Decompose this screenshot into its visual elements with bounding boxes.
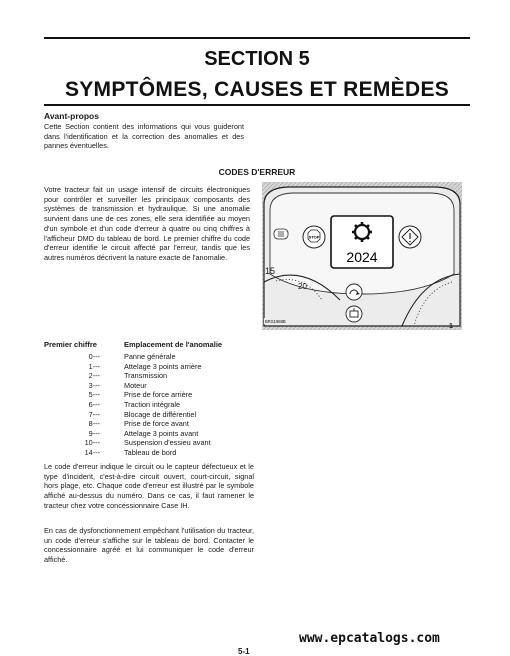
error-code-prefix: 1--- [88,361,100,371]
notes-paragraph-1: Le code d'erreur indique le circuit ou le capteur défectueux et le type d'incident, c'est-à-dire circuit ouvert, court-circuit, signal hors plage, etc. Chaque code d'erreur est illustré par le symbole affiché au-dessus du numéro. Dans ce cas, il faut ramener le tracteur chez votre concessionnaire Case IH. [44,462,254,510]
table-row [44,448,294,458]
table-row [44,410,294,420]
gauge-mark-mid: 20 [298,282,307,291]
stop-lamp-label: STOP [308,234,320,240]
error-location: Prise de force arrière [124,390,193,400]
error-location: Attelage 3 points arrière [124,361,202,371]
error-codes-intro: Votre tracteur fait un usage intensif de circuits électroniques pour contrôler et surveiller les principaux composants des systèmes de transmission et hydraulique. Si une anomalie survient dans une de ces zones, elle sera identifiée au moyen d'un symbole et d'un code d'erreur à quatre ou cinq chiffres à l'afficheur DMD du tableau de bord. Le premier chiffre du code d'erreur identifie le circuit affecté par l'erreur, tandis que les autres numéros décrivent la nature exacte de l'anomalie. [44,185,250,262]
error-location: Panne générale [124,352,176,361]
table-row [44,400,294,410]
watermark: www.epcatalogs.com [299,631,440,646]
error-location: Suspension d'essieu avant [124,438,211,448]
error-code-prefix: 6--- [88,400,100,409]
error-location: Traction intégrale [124,400,181,409]
error-location: Attelage 3 points avant [124,428,199,438]
error-location: Prise de force avant [124,419,189,429]
error-location: Tableau de bord [124,448,177,457]
stop-lamp-icon [303,226,325,248]
table-row [44,419,294,429]
error-code-prefix: 3--- [88,380,100,390]
table-row [44,381,294,391]
table-row [44,429,294,439]
headlight-icon [274,229,288,239]
table-row [44,390,294,400]
page-number: 5-1 [238,647,250,656]
table-row [44,371,294,381]
error-code-prefix: 7--- [88,409,100,419]
error-codes-heading: CODES D'ERREUR [218,167,296,177]
error-code-prefix: 9--- [88,428,100,438]
gauge-mark-left: 15 [265,266,276,276]
error-location: Blocage de différentiel [124,409,197,419]
error-code-prefix: 10--- [84,438,100,448]
error-code-prefix: 2--- [88,371,100,381]
table-header-location: Emplacement de l'anomalie [124,340,223,349]
engine-icon [346,306,362,322]
error-code-prefix: 14--- [84,448,100,457]
table-header-first-digit: Premier chiffre [44,340,97,349]
title-rule [44,104,470,106]
table-row [44,438,294,448]
pto-icon [346,284,362,300]
error-location: Moteur [124,380,147,390]
dmd-error-code: 2024 [346,249,378,265]
table-row [44,362,294,372]
error-code-prefix: 5--- [88,390,100,400]
foreword-text: Cette Section contient des informations qui vous guideront dans l'identification et la correction des anomalies et des pannes éventuelles. [44,122,244,151]
page-title: SYMPTÔMES, CAUSES ET REMÈDES [64,78,450,101]
figure-number: 1 [449,323,453,330]
dmd-display [331,216,393,268]
foreword-heading: Avant-propos [44,111,99,121]
top-rule [44,37,470,39]
dashboard-illustration [262,182,462,330]
error-code-prefix: 8--- [88,419,100,429]
section-number: SECTION 5 [204,48,310,70]
notes-paragraph-2: En cas de dysfonctionnement empêchant l'utilisation du tracteur, un code d'erreur s'affiche sur le tableau de bord. Contacter le concessionnaire agréé et lui communiquer le code d'erreur affiché. [44,526,254,565]
figure-reference: BRS1988B [265,319,286,324]
diamond-warning-icon [399,226,421,248]
table-row [44,352,294,362]
error-location: Transmission [124,371,168,381]
error-code-prefix: 0--- [88,352,100,361]
